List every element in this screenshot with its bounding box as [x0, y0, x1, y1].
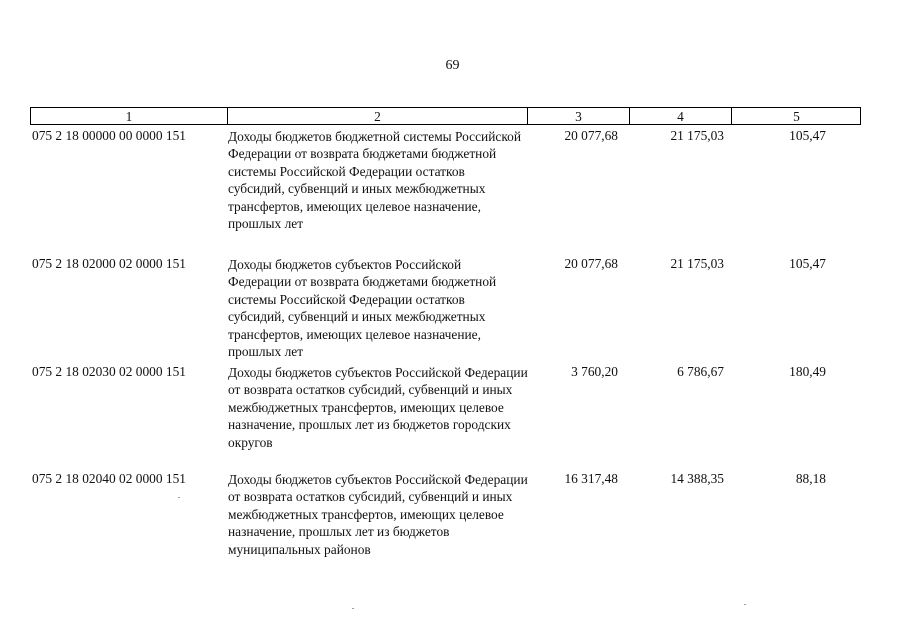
value-col-3: 16 317,48 [564, 471, 618, 486]
header-col-5: 5 [731, 108, 861, 124]
value-col-3: 20 077,68 [564, 128, 618, 143]
value-col-5: 105,47 [789, 256, 826, 271]
item-name: Доходы бюджетов субъектов Российской Федерации от возврата остатков субсидий, субвенций и иных межбюджетных трансфертов, имеющих целевое назначение, прошлых лет из бюджетов городских округов [228, 365, 528, 450]
value-col-5: 88,18 [795, 471, 826, 486]
scan-speck [178, 497, 180, 498]
value-col-5: 105,47 [789, 128, 826, 143]
budget-code: 075 2 18 00000 00 0000 151 [32, 128, 186, 143]
item-name: Доходы бюджетов субъектов Российской Федерации от возврата остатков субсидий, субвенций и иных межбюджетных трансфертов, имеющих целевое назначение, прошлых лет из бюджетов муниципальных районов [228, 472, 528, 557]
scan-speck [744, 604, 746, 605]
budget-code: 075 2 18 02030 02 0000 151 [32, 364, 186, 379]
header-col-1: 1 [125, 109, 133, 124]
header-col-3: 3 [527, 108, 629, 124]
value-col-4: 14 388,35 [670, 471, 724, 486]
scan-speck [352, 608, 354, 609]
budget-code: 075 2 18 02000 02 0000 151 [32, 256, 186, 271]
value-col-5: 180,49 [789, 364, 826, 379]
budget-code: 075 2 18 02040 02 0000 151 [32, 471, 186, 486]
table-header [30, 107, 861, 125]
header-col-2: 2 [227, 108, 527, 124]
item-name: Доходы бюджетов субъектов Российской Федерации от возврата бюджетами бюджетной системы Российской Федерации остатков субсидий, субвенций и иных межбюджетных трансфертов, имеющих целевое назначение, прошлых лет [228, 257, 497, 360]
header-col-4: 4 [629, 108, 731, 124]
value-col-4: 21 175,03 [670, 256, 724, 271]
value-col-3: 20 077,68 [564, 256, 618, 271]
page-number: 69 [445, 58, 460, 73]
item-name: Доходы бюджетов бюджетной системы Российской Федерации от возврата бюджетами бюджетной системы Российской Федерации остатков субсидий, субвенций и иных межбюджетных трансфертов, имеющих целевое назначение, прошлых лет [228, 129, 522, 232]
value-col-4: 6 786,67 [677, 364, 724, 379]
value-col-3: 3 760,20 [571, 364, 618, 379]
value-col-4: 21 175,03 [670, 128, 724, 143]
